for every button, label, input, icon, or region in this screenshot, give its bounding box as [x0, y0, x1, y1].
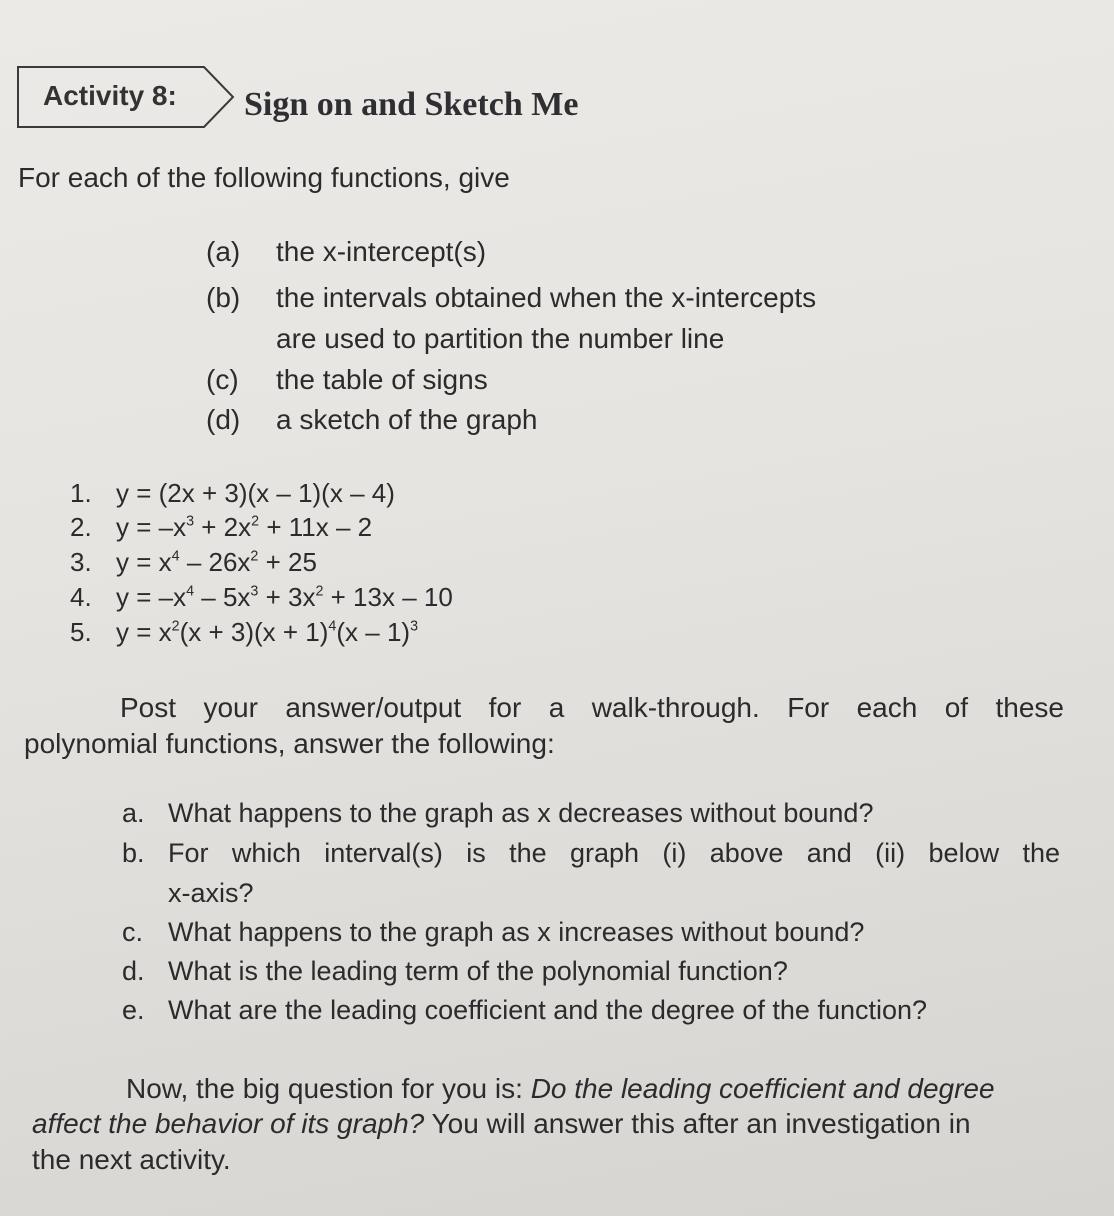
- criteria-label: (d): [206, 404, 241, 435]
- question-label: b.: [122, 838, 145, 868]
- criteria-text: the intervals obtained when the x-intercepts: [276, 282, 817, 313]
- criteria-text: a sketch of the graph: [276, 404, 538, 435]
- function-equation: $y = x^4 - 26x^2 + 25$: [116, 547, 317, 577]
- closing-line2: affect the behavior of its graph? You will answer this after an investigation in: [32, 1108, 971, 1139]
- page-title: Sign on and Sketch Me: [244, 86, 579, 123]
- post-paragraph-line1: Post your answer/output for a walk-through. For each of these: [120, 692, 1064, 723]
- function-equation: y = (2x + 3)(x – 1)(x – 4): [116, 478, 395, 508]
- function-number: 5.: [70, 617, 92, 647]
- function-number: 3.: [70, 547, 92, 577]
- question-text: What happens to the graph as x increases without bound?: [168, 917, 865, 947]
- question-label: c.: [122, 917, 144, 947]
- activity-label: Activity 8:: [43, 80, 177, 111]
- intro-text: For each of the following functions, give: [18, 162, 510, 193]
- function-equation: $y = x^2(x + 3)(x + 1)^4(x - 1)^3$: [116, 617, 419, 647]
- closing-line3: the next activity.: [32, 1144, 231, 1175]
- question-text: What are the leading coefficient and the degree of the function?: [168, 995, 928, 1025]
- question-label: d.: [122, 956, 145, 986]
- criteria-label: (b): [206, 282, 241, 313]
- criteria-label: (a): [206, 236, 241, 267]
- function-number: 4.: [70, 582, 92, 612]
- question-label: a.: [122, 798, 145, 828]
- question-text: What is the leading term of the polynomial function?: [168, 956, 788, 986]
- criteria-label: (c): [206, 364, 239, 395]
- activity-tag: [17, 66, 235, 128]
- function-equation: $y = -x^3 + 2x^2 + 11x - 2$: [116, 512, 373, 542]
- closing-line1: Now, the big question for you is: Do the leading coefficient and degree: [126, 1073, 995, 1104]
- criteria-text: the x-intercept(s): [276, 236, 487, 267]
- function-number: 2.: [70, 512, 92, 542]
- criteria-text: are used to partition the number line: [276, 323, 725, 354]
- question-text: For which interval(s) is the graph (i) above and (ii) below the: [168, 838, 1060, 868]
- question-text: x-axis?: [168, 878, 254, 908]
- question-text: What happens to the graph as x decreases without bound?: [168, 798, 874, 828]
- post-paragraph-line2: polynomial functions, answer the following:: [24, 728, 555, 759]
- question-label: e.: [122, 995, 145, 1025]
- function-equation: $y = -x^4 - 5x^3 + 3x^2 + 13x - 10$: [116, 582, 453, 612]
- criteria-text: the table of signs: [276, 364, 488, 395]
- function-number: 1.: [70, 478, 92, 508]
